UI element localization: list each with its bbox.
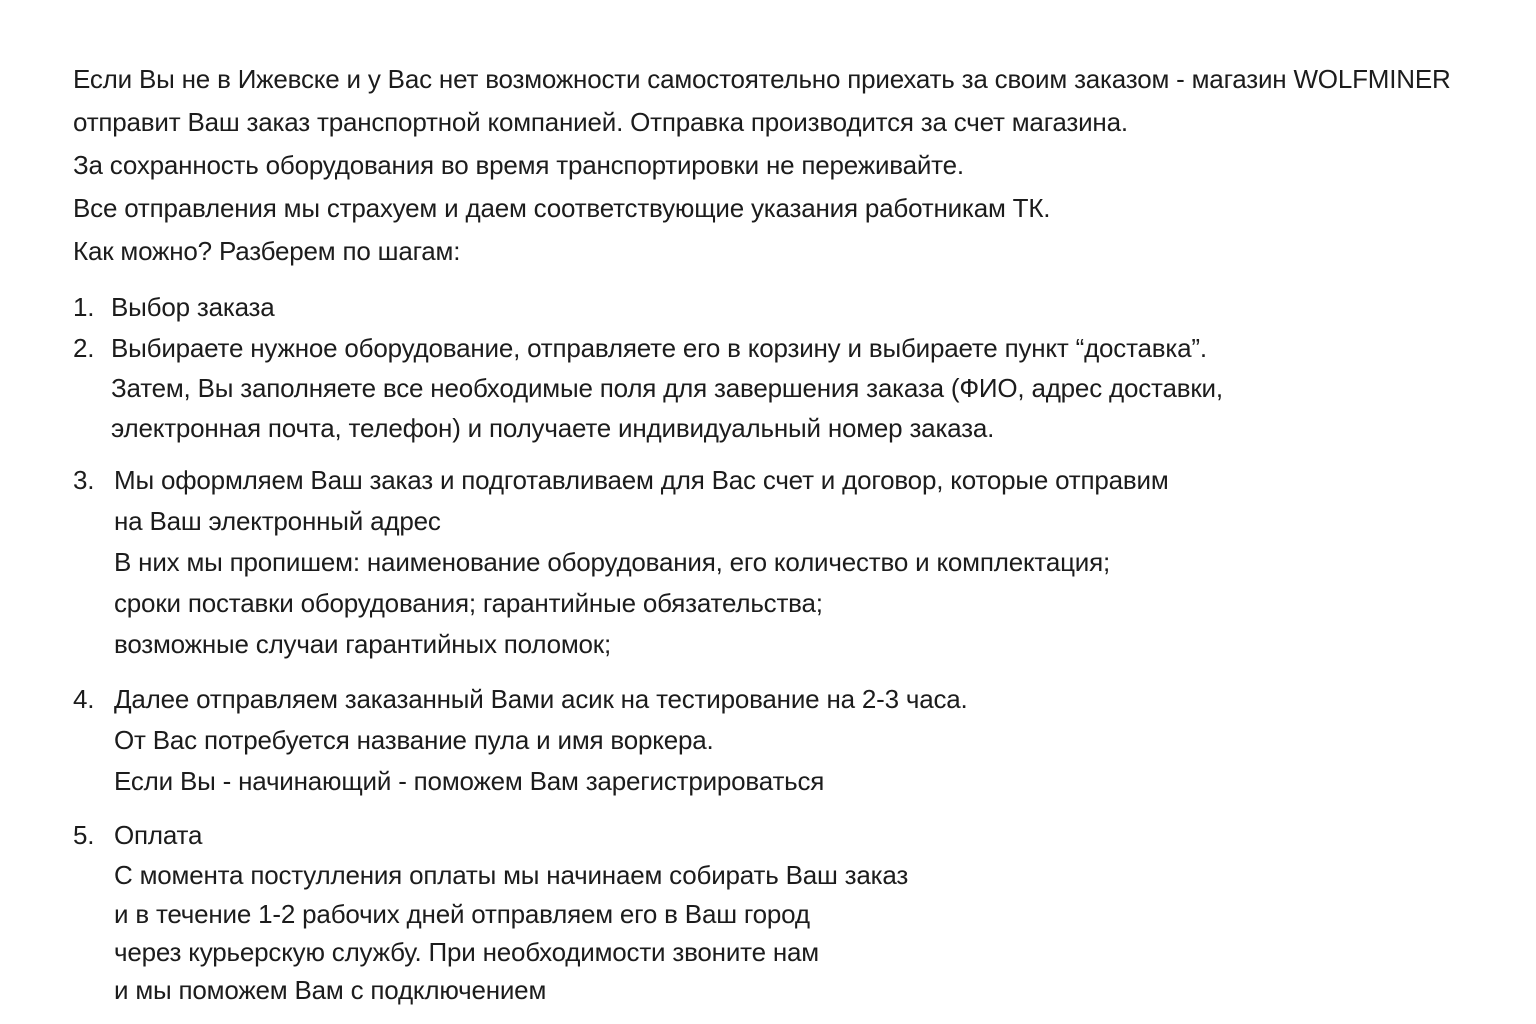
- step-body: [114, 679, 1513, 802]
- intro-paragraph: [73, 58, 1513, 273]
- step-line: Выбор заказа: [111, 292, 275, 322]
- step-body: [111, 287, 1513, 328]
- step-line: Далее отправляем заказанный Вами асик на тестирование на 2-3 часа.: [114, 684, 968, 714]
- step-line: Выбираете нужное оборудование, отправляете его в корзину и выбираете пункт “доставка”.: [111, 333, 1207, 363]
- step-line: через курьерскую службу. При необходимости звоните нам: [114, 937, 819, 967]
- step-item: [73, 328, 1513, 448]
- step-item: [73, 815, 1513, 1009]
- step-number: 2.: [73, 333, 95, 363]
- step-line: Затем, Вы заполняете все необходимые поля для завершения заказа (ФИО, адрес доставки,: [111, 373, 1223, 403]
- step-body: [111, 328, 1513, 448]
- step-item: [73, 679, 1513, 802]
- step-line: Если Вы - начинающий - поможем Вам зарегистрироваться: [114, 766, 825, 796]
- intro-line: Все отправления мы страхуем и даем соответствующие указания работникам ТК.: [73, 193, 1051, 223]
- step-item: [73, 287, 1513, 328]
- step-line: и мы поможем Вам с подключением: [114, 975, 547, 1005]
- steps-list: [73, 287, 1513, 1009]
- step-number: 5.: [73, 820, 95, 850]
- step-body: [114, 815, 1513, 1009]
- step-line: и в течение 1-2 рабочих дней отправляем его в Ваш город: [114, 899, 810, 929]
- step-line: В них мы пропишем: наименование оборудования, его количество и комплектация;: [114, 547, 1111, 577]
- step-line: электронная почта, телефон) и получаете индивидуальный номер заказа.: [111, 413, 995, 443]
- step-body: [114, 460, 1513, 665]
- intro-line: Как можно? Разберем по шагам:: [73, 236, 461, 266]
- step-line: С момента постулления оплаты мы начинаем собирать Ваш заказ: [114, 860, 909, 890]
- document: [73, 58, 1513, 1009]
- step-line: сроки поставки оборудования; гарантийные обязательства;: [114, 588, 823, 618]
- step-number: 1.: [73, 292, 95, 322]
- step-number: 3.: [73, 465, 95, 495]
- step-line: Оплата: [114, 820, 203, 850]
- intro-line: За сохранность оборудования во время транспортировки не переживайте.: [73, 150, 964, 180]
- step-line: на Ваш электронный адрес: [114, 506, 441, 536]
- step-line: возможные случаи гарантийных поломок;: [114, 629, 611, 659]
- intro-line: Если Вы не в Ижевске и у Вас нет возможности самостоятельно приехать за своим заказом - магазин WOLFMINER: [73, 64, 1451, 94]
- step-line: Мы оформляем Ваш заказ и подготавливаем для Вас счет и договор, которые отправим: [114, 465, 1169, 495]
- intro-line: отправит Ваш заказ транспортной компанией. Отправка производится за счет магазина.: [73, 107, 1128, 137]
- step-line: От Вас потребуется название пула и имя воркера.: [114, 725, 714, 755]
- step-number: 4.: [73, 684, 95, 714]
- step-item: [73, 460, 1513, 665]
